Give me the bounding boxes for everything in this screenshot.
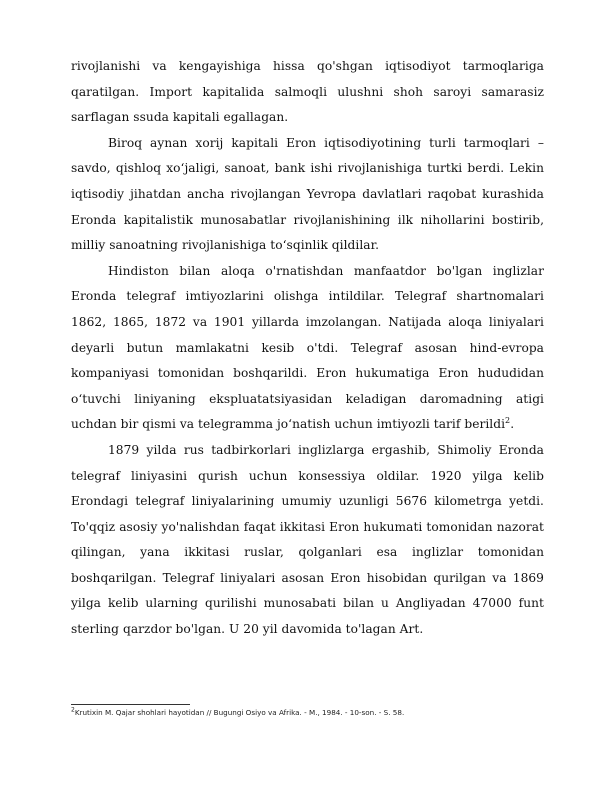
footnote	[71, 708, 544, 718]
footnote-text: Krutixin M. Qajar shohlari hayotidan // Bugungi Osiyo va Afrika. - M., 1984. - 10-son. - S. 58.	[74, 708, 405, 717]
footnote-number: 2	[71, 706, 75, 714]
paragraph-3-end: .	[510, 417, 515, 432]
paragraph-4: 1879 yilda rus tadbirkorlari inglizlarga ergashib, Shimoliy Eronda telegraf liniyasini qurish uchun konsessiya oldilar. 1920 yilga kelib Erondagi telegraf liniyalarining umumiy uzunligi 5676 kilometrga yetdi. To'qqiz asosiy yo'nalishdan faqat ikkitasi Eron hukumati tomonidan nazorat qilingan, yana ikkitasi ruslar, qolganlari esa inglizlar tomonidan boshqarilgan. Telegraf liniyalari asosan Eron hisobidan qurilgan va 1869 yilga kelib ularning qurilishi munosabati bilan u Angliyadan 47000 funt sterling qarzdor bo'lgan. U 20 yil davomida to'lagan Art.	[71, 442, 544, 637]
paragraph-3-text: Hindiston bilan aloqa o'rnatishdan manfaatdor bo'lgan inglizlar Eronda telegraf imtiyozlarini olishga intildilar. Telegraf shartnomalari 1862, 1865, 1872 va 1901 yillarda imzolangan. Natijada aloqa liniyalari deyarli butun mamlakatni kesib o'tdi. Telegraf asosan hind-evropa kompaniyasi tomonidan boshqarildi. Eron hukumatiga Eron hududidan o‘tuvchi liniyaning ekspluatatsiyasidan keladigan daromadning atigi uchdan bir qismi va telegramma jo‘natish uchun imtiyozli tarif berildi	[71, 263, 544, 432]
paragraph-3	[71, 259, 544, 438]
footnote-reference[interactable]: 2	[505, 416, 511, 426]
footnote-separator	[71, 704, 190, 705]
paragraph-1: rivojlanishi va kengayishiga hissa qo'shgan iqtisodiyot tarmoqlariga qaratilgan. Import kapitalida salmoqli ulushni shoh saroyi samarasiz sarflagan ssuda kapitali egallagan.	[71, 59, 544, 125]
paragraph-2: Biroq aynan xorij kapitali Eron iqtisodiyotining turli tarmoqlari – savdo, qishloq xo‘jaligi, sanoat, bank ishi rivojlanishiga turtki berdi. Lekin iqtisodiy jihatdan ancha rivojlangan Yevropa davlatlari raqobat kurashida Eronda kapitalistik munosabatlar rivojlanishining ilk nihollarini bostirib, milliy sanoatning rivojlanishiga to‘sqinlik qildilar.	[71, 135, 544, 253]
body-text	[71, 54, 544, 643]
